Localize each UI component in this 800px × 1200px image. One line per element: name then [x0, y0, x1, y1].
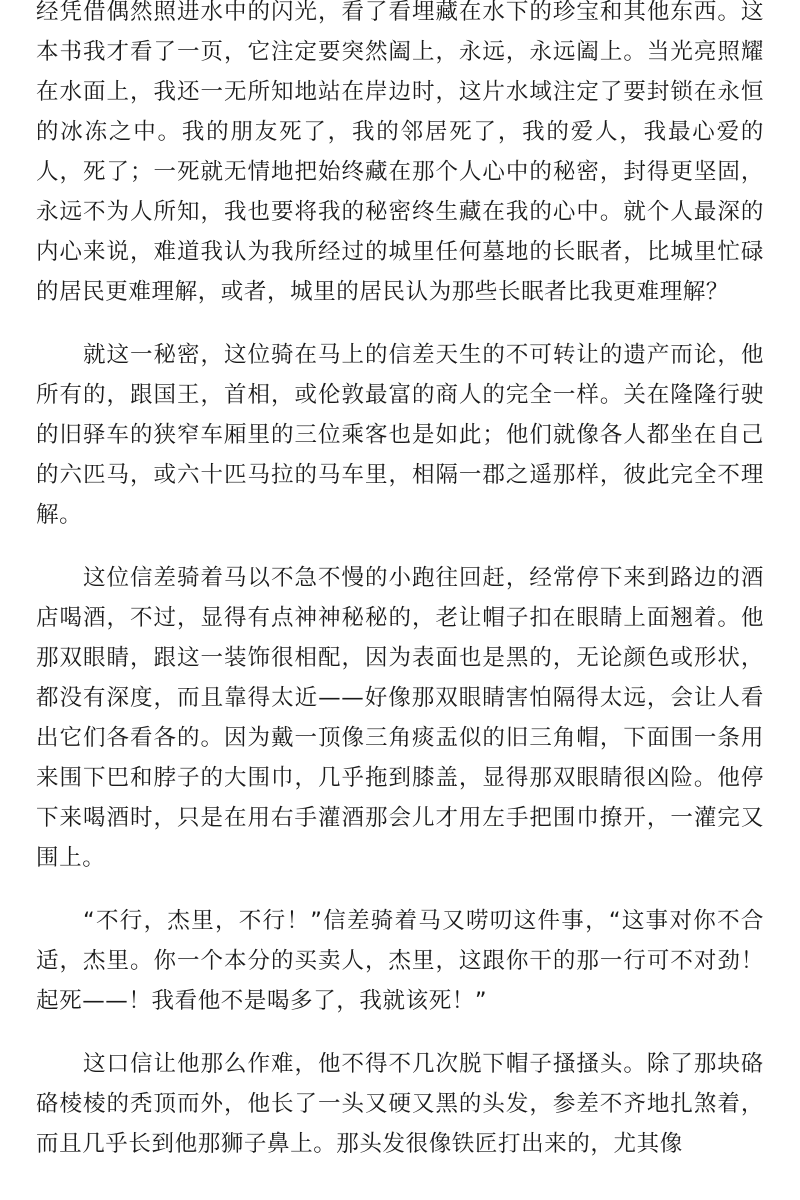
paragraph-1: 经凭借偶然照进水中的闪光，看了看埋藏在水下的珍宝和其他东西。这本书我才看了一页，它注定要突然阖上，永远，永远阖上。当光亮照耀在水面上，我还一无所知地站在岸边时，这片水域注定了要封锁在永恒的冰冻之中。我的朋友死了，我的邻居死了，我的爱人，我最心爱的人，死了；一死就无情地把始终藏在那个人心中的秘密，封得更坚固，永远不为人所知，我也要将我的秘密终生藏在我的心中。就个人最深的内心来说，难道我认为我所经过的城里任何墓地的长眠者，比城里忙碌的居民更难理解，或者，城里的居民认为那些长眠者比我更难理解？ [36, 0, 764, 305]
paragraph-5: 这口信让他那么作难，他不得不几次脱下帽子搔搔头。除了那块硌硌棱棱的秃顶而外，他长了一头又硬又黑的头发，参差不齐地扎煞着，而且几乎长到他那狮子鼻上。那头发很像铁匠打出来的，尤其像 [36, 1051, 764, 1157]
paragraph-3: 这位信差骑着马以不急不慢的小跑往回赶，经常停下来到路边的酒店喝酒，不过，显得有点神神秘秘的，老让帽子扣在眼睛上面翘着。他那双眼睛，跟这一装饰很相配，因为表面也是黑的，无论颜色或形状，都没有深度，而且靠得太近——好像那双眼睛害怕隔得太远，会让人看出它们各看各的。因为戴一顶像三角痰盂似的旧三角帽，下面围一条用来围下巴和脖子的大围巾，几乎拖到膝盖，显得那双眼睛很凶险。他停下来喝酒时，只是在用右手灌酒那会儿才用左手把围巾撩开，一灌完又围上。 [36, 565, 764, 871]
paragraph-2: 就这一秘密，这位骑在马上的信差天生的不可转让的遗产而论，他所有的，跟国王，首相，或伦敦最富的商人的完全一样。关在隆隆行驶的旧驿车的狭窄车厢里的三位乘客也是如此；他们就像各人都坐在自己的六匹马，或六十匹马拉的马车里，相隔一郡之遥那样，彼此完全不理解。 [36, 342, 764, 528]
paragraph-4: “不行，杰里，不行！”信差骑着马又唠叨这件事，“这事对你不合适，杰里。你一个本分的买卖人，杰里，这跟你干的那一行可不对劲！起死——！我看他不是喝多了，我就该死！” [36, 908, 764, 1014]
text-column [36, 0, 764, 1187]
